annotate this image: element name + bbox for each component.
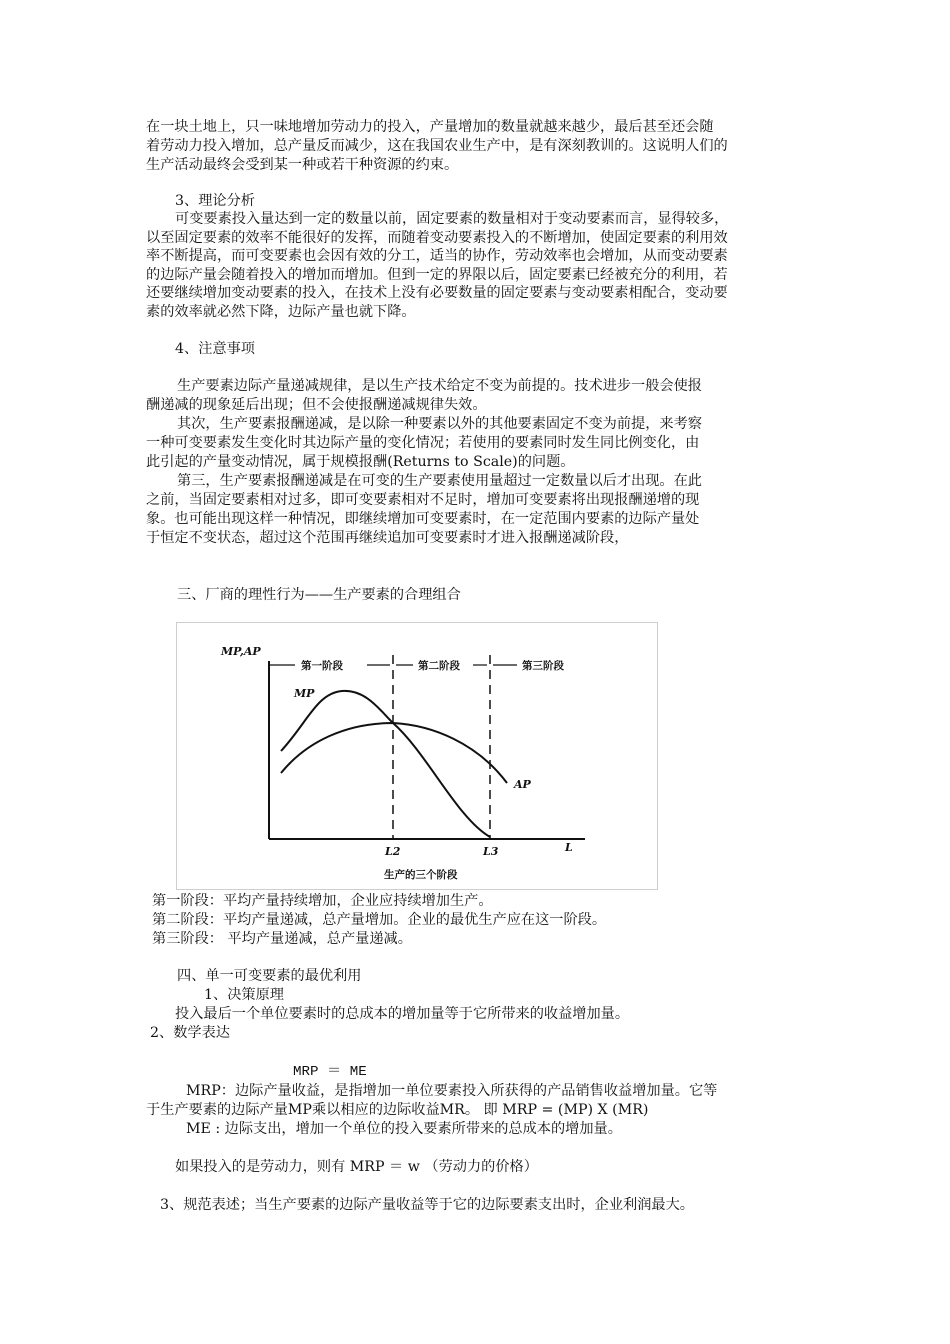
section4-line-8: 象。也可能出现这样一种情况，即继续增加可变要素时，在一定范围内要素的边际产量处 xyxy=(146,511,700,527)
section4-line-6: 第三，生产要素报酬递减是在可变的生产要素使用量超过一定数量以后才出现。在此 xyxy=(177,473,702,489)
mp-label: MP xyxy=(294,687,315,700)
intro-line-2: 着劳动力投入增加，总产量反而减少，这在我国农业生产中，是有深刻教训的。这说明人们的 xyxy=(146,138,728,154)
section4-line-7: 之前，当固定要素相对过多，即可变要素相对不足时，增加可变要素将出现报酬递增的现 xyxy=(146,492,700,508)
y-axis-label: MP,AP xyxy=(221,645,261,658)
section4-heading: 4、注意事项 xyxy=(175,341,255,357)
intro-line-3: 生产活动最终会受到某一种或若干种资源的约束。 xyxy=(146,157,459,173)
section3-line-6: 素的效率就必然下降，边际产量也就下降。 xyxy=(146,304,416,320)
section4-line-9: 于恒定不变状态，超过这个范围再继续追加可变要素时才进入报酬递减阶段， xyxy=(146,530,629,546)
stage-label-2: 第二阶段 xyxy=(418,660,460,672)
production-stages-chart xyxy=(176,622,658,890)
section3-line-4: 的边际产量会随着投入的增加而增加。但到一定的界限以后，固定要素已经被充分的利用，若 xyxy=(146,267,728,283)
formula: MRP ＝ ME xyxy=(293,1064,367,1080)
tick-l2: L2 xyxy=(385,845,401,858)
stage1-desc: 第一阶段：平均产量持续增加，企业应持续增加生产。 xyxy=(152,893,493,909)
section3-line-1: 可变要素投入量达到一定的数量以前，固定要素的数量相对于变动要素而言，显得较多， xyxy=(175,211,729,227)
ap-curve xyxy=(281,723,507,783)
stage-label-1: 第一阶段 xyxy=(301,660,343,672)
part4-heading: 四、单一可变要素的最优利用 xyxy=(177,968,362,984)
part4-sub1-text: 投入最后一个单位要素时的总成本的增加量等于它所带来的收益增加量。 xyxy=(175,1006,630,1022)
section4-line-3: 其次，生产要素报酬递减，是以除一种要素以外的其他要素固定不变为前提，来考察 xyxy=(177,416,702,432)
section4-line-1: 生产要素边际产量递减规律，是以生产技术给定不变为前提的。技术进步一般会使报 xyxy=(177,378,702,394)
labor-line: 如果投入的是劳动力，则有 MRP ＝ w （劳动力的价格） xyxy=(175,1159,538,1175)
section3-heading: 3、理论分析 xyxy=(175,193,255,209)
section3-line-5: 还要继续增加变动要素的投入，在技术上没有必要数量的固定要素与变动要素相配合，变动要 xyxy=(146,285,728,301)
section4-line-5: 此引起的产量变动情况，属于规模报酬(Returns to Scale)的问题。 xyxy=(146,454,575,470)
section4-line-2: 酬递减的现象延后出现；但不会使报酬递减规律失效。 xyxy=(146,397,487,413)
me-line: ME : 边际支出，增加一个单位的投入要素所带来的总成本的增加量。 xyxy=(186,1121,622,1137)
chart-svg xyxy=(177,623,657,889)
mrp-line-1: MRP：边际产量收益，是指增加一单位要素投入所获得的产品销售收益增加量。它等 xyxy=(186,1083,718,1099)
stage2-desc: 第二阶段：平均产量递减，总产量增加。企业的最优生产应在这一阶段。 xyxy=(152,912,607,928)
stage-label-3: 第三阶段 xyxy=(522,660,564,672)
section4-line-4: 一种可变要素发生变化时其边际产量的变化情况；若使用的要素同时发生同比例变化，由 xyxy=(146,435,700,451)
part3-heading: 三、厂商的理性行为——生产要素的合理组合 xyxy=(177,587,461,603)
mp-curve xyxy=(281,691,490,837)
tick-l3: L3 xyxy=(483,845,499,858)
intro-line-1: 在一块土地上，只一味地增加劳动力的投入，产量增加的数量就越来越少，最后甚至还会随 xyxy=(146,119,714,135)
part4-sub3: 3、规范表述；当生产要素的边际产量收益等于它的边际要素支出时，企业利润最大。 xyxy=(160,1197,694,1213)
part4-sub2: 2、数学表达 xyxy=(150,1025,230,1041)
x-axis-label: L xyxy=(565,841,573,854)
ap-label: AP xyxy=(514,778,531,791)
mrp-line-2: 于生产要素的边际产量MP乘以相应的边际收益MR。 即 MRP = (MP) X (MR) xyxy=(146,1102,649,1118)
section3-line-2: 以至固定要素的效率不能很好的发挥，而随着变动要素投入的不断增加，使固定要素的利用效 xyxy=(146,230,728,246)
chart-caption: 生产的三个阶段 xyxy=(384,869,458,881)
part4-sub1: 1、决策原理 xyxy=(204,987,284,1003)
section3-line-3: 率不断提高，而可变要素也会因有效的分工，适当的协作，劳动效率也会增加，从而变动要素 xyxy=(146,248,728,264)
stage3-desc: 第三阶段： 平均产量递减，总产量递减。 xyxy=(152,931,412,947)
